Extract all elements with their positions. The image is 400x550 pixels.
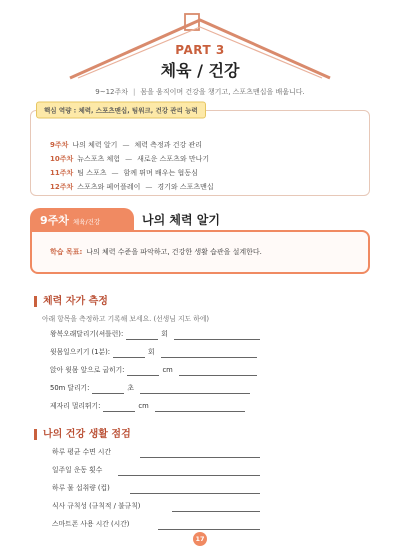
learning-goal-box <box>30 230 370 274</box>
measure-note-line[interactable] <box>161 348 257 358</box>
week-tab-number: 9주차 <box>40 214 69 227</box>
measure-unit: cm <box>162 366 173 374</box>
week-schedule-item <box>50 138 214 152</box>
week-dash: — <box>145 183 153 191</box>
week-title: 뉴스포츠 체험 <box>77 155 121 163</box>
measure-note-line[interactable] <box>155 402 245 412</box>
week-number: 11주차 <box>50 169 74 177</box>
lifestyle-label: 하루 물 섭취량 (컵) <box>52 484 110 492</box>
measure-note-line[interactable] <box>174 330 260 340</box>
learning-goal-label: 학습 목표: <box>50 248 83 256</box>
measure-label: 제자리 멀리뛰기: <box>50 402 101 410</box>
measure-row <box>50 364 257 376</box>
measure-row <box>50 382 250 394</box>
lifestyle-label: 스마트폰 사용 시간 (시간) <box>52 520 130 528</box>
week-dash: — <box>111 169 119 177</box>
lifestyle-answer-line[interactable] <box>130 493 260 494</box>
subtitle-text: 몸을 움직이며 건강을 챙기고, 스포츠맨십을 배웁니다. <box>140 88 305 96</box>
week-schedule-list <box>50 138 214 194</box>
measure-unit: cm <box>138 402 149 410</box>
lifestyle-label: 식사 규칙성 (규칙적 / 불규칙) <box>52 502 141 510</box>
measure-note-line[interactable] <box>179 366 257 376</box>
lifestyle-row <box>52 482 110 494</box>
week-dash: — <box>122 141 130 149</box>
measure-row <box>50 346 257 358</box>
lifestyle-row <box>52 500 140 512</box>
week-title: 나의 체력 알기 <box>72 141 118 149</box>
lifestyle-label: 하루 평균 수면 시간 <box>52 448 112 456</box>
measure-unit: 회 <box>161 330 168 338</box>
lifestyle-answer-line[interactable] <box>140 457 260 458</box>
lifestyle-answer-line[interactable] <box>172 511 260 512</box>
page-number: 17 <box>193 532 207 546</box>
section-title: 나의 체력 알기 <box>142 213 220 227</box>
measure-note-line[interactable] <box>140 384 250 394</box>
week-schedule-item <box>50 166 214 180</box>
measure-row <box>50 328 260 340</box>
week-number: 10주차 <box>50 155 74 163</box>
measure-answer-blank[interactable] <box>126 330 158 340</box>
measure-unit: 초 <box>127 384 134 392</box>
week-tab-category: 체육/건강 <box>72 218 101 226</box>
subtitle-weeks: 9~12주차 <box>95 88 129 96</box>
week-desc: 함께 뛰며 배우는 협동심 <box>123 169 198 177</box>
lifestyle-answer-line[interactable] <box>118 475 260 476</box>
week-schedule-item <box>50 152 214 166</box>
lifestyle-answer-line[interactable] <box>158 529 260 530</box>
week-number: 9주차 <box>50 141 69 149</box>
lifestyle-row <box>52 446 111 458</box>
week-number: 12주차 <box>50 183 74 191</box>
measure-answer-blank[interactable] <box>113 348 145 358</box>
lifestyle-heading: 나의 건강 생활 점검 <box>34 429 131 440</box>
week-desc: 경기와 스포츠맨십 <box>157 183 214 191</box>
lifestyle-label: 일주일 운동 횟수 <box>52 466 103 474</box>
week-desc: 새로운 스포츠와 만나기 <box>137 155 210 163</box>
measure-row <box>50 400 245 412</box>
measure-label: 윗몸일으키기 (1분): <box>50 348 111 356</box>
page-subtitle <box>0 87 400 97</box>
week-schedule-item <box>50 180 214 194</box>
core-competency-badge: 핵심 역량 : 체력, 스포츠맨십, 팀워크, 건강 관리 능력 <box>36 102 206 119</box>
measure-answer-blank[interactable] <box>103 402 135 412</box>
measure-label: 앉아 윗몸 앞으로 굽히기: <box>50 366 125 374</box>
measure-instruction: 아래 항목을 측정하고 기록해 보세요. (선생님 지도 하에) <box>42 315 210 323</box>
measure-label: 왕복오래달리기(셔틀런): <box>50 330 124 338</box>
lifestyle-row <box>52 518 129 530</box>
week-dash: — <box>125 155 133 163</box>
week-desc: 체력 측정과 건강 관리 <box>134 141 202 149</box>
week-tab <box>30 208 134 230</box>
subtitle-separator: | <box>133 88 136 96</box>
page-title: 체육 / 건강 <box>160 61 240 80</box>
measure-label: 50m 달리기: <box>50 384 90 392</box>
section-header <box>30 208 370 230</box>
measure-heading: 체력 자가 측정 <box>34 296 108 307</box>
week-title: 스포츠와 페어플레이 <box>77 183 141 191</box>
measure-unit: 회 <box>148 348 155 356</box>
part-label: PART 3 <box>175 43 225 57</box>
measure-answer-blank[interactable] <box>92 384 124 394</box>
week-title: 팀 스포츠 <box>77 169 107 177</box>
lifestyle-row <box>52 464 102 476</box>
measure-answer-blank[interactable] <box>127 366 159 376</box>
learning-goal-text: 나의 체력 수준을 파악하고, 건강한 생활 습관을 설계한다. <box>86 248 262 256</box>
